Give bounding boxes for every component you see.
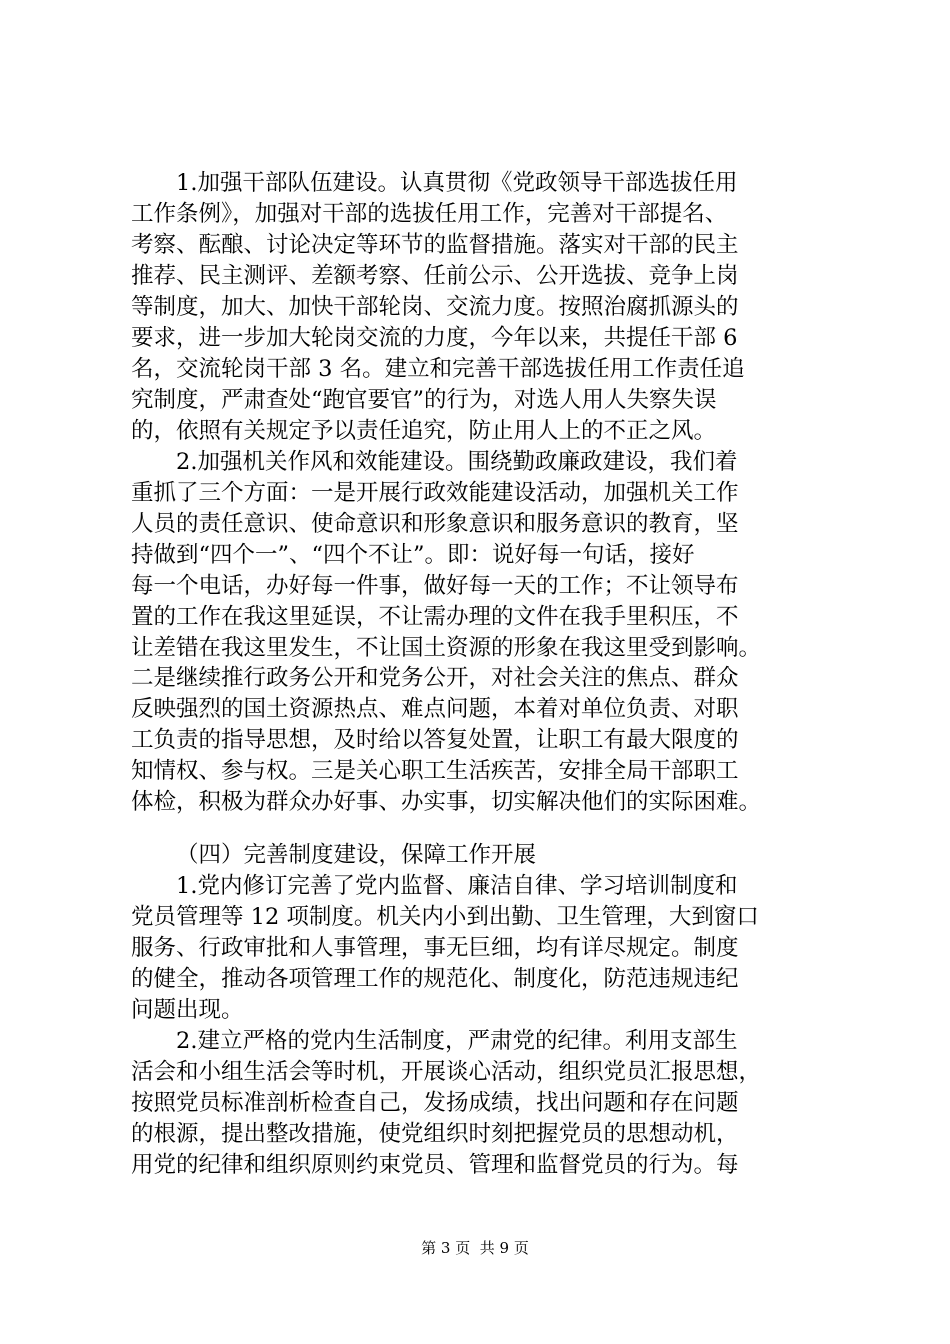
text-line: 置的工作在我这里延误，不让需办理的文件在我手里积压，不 bbox=[131, 604, 739, 630]
text-line: 让差错在我这里发生，不让国土资源的形象在我这里受到影响。 bbox=[131, 635, 762, 661]
text-line: 按照党员标准剖析检查自己，发扬成绩，找出问题和存在问题 bbox=[131, 1090, 739, 1116]
text-line: 等制度，加大、加快干部轮岗、交流力度。按照治腐抓源头的 bbox=[131, 294, 739, 320]
text-line: 党员管理等 12 项制度。机关内小到出勤、卫生管理，大到窗口 bbox=[131, 904, 759, 930]
text-line: 究制度，严肃查处“跑官要官”的行为，对选人用人失察失误 bbox=[131, 387, 717, 413]
text-line: 考察、酝酿、讨论决定等环节的监督措施。落实对干部的民主 bbox=[131, 232, 739, 258]
text-line: 二是继续推行政务公开和党务公开，对社会关注的焦点、群众 bbox=[131, 665, 739, 691]
text-line: 名，交流轮岗干部 3 名。建立和完善干部选拔任用工作责任追 bbox=[131, 356, 745, 382]
text-line: 活会和小组生活会等时机，开展谈心活动，组织党员汇报思想， bbox=[131, 1059, 762, 1085]
text-line: 体检，积极为群众办好事、办实事，切实解决他们的实际困难。 bbox=[131, 789, 762, 815]
text-line: 的，依照有关规定予以责任追究，防止用人上的不正之风。 bbox=[131, 418, 717, 444]
text-line: 重抓了三个方面：一是开展行政效能建设活动，加强机关工作 bbox=[131, 480, 739, 506]
section-heading: （四）完善制度建设，保障工作开展 bbox=[176, 842, 537, 868]
text-line: 的根源，提出整改措施，使党组织时刻把握党员的思想动机， bbox=[131, 1121, 739, 1147]
text-line: 2.加强机关作风和效能建设。围绕勤政廉政建设，我们着 bbox=[176, 449, 738, 475]
text-line: 的健全，推动各项管理工作的规范化、制度化，防范违规违纪 bbox=[131, 966, 739, 992]
text-line: 反映强烈的国土资源热点、难点问题，本着对单位负责、对职 bbox=[131, 696, 739, 722]
text-line: 要求，进一步加大轮岗交流的力度，今年以来，共提任干部 6 bbox=[131, 325, 738, 351]
text-line: 工作条例》，加强对干部的选拔任用工作，完善对干部提名、 bbox=[131, 201, 728, 227]
text-line: 知情权、参与权。三是关心职工生活疾苦，安排全局干部职工 bbox=[131, 758, 739, 784]
text-line: 1.党内修订完善了党内监督、廉洁自律、学习培训制度和 bbox=[176, 873, 738, 899]
text-line: 问题出现。 bbox=[131, 997, 244, 1023]
text-line: 2.建立严格的党内生活制度，严肃党的纪律。利用支部生 bbox=[176, 1028, 738, 1054]
text-line: 每一个电话，办好每一件事，做好每一天的工作；不让领导布 bbox=[131, 573, 739, 599]
text-line: 人员的责任意识、使命意识和形象意识和服务意识的教育，坚 bbox=[131, 511, 739, 537]
text-line: 持做到“四个一”、“四个不让”。即：说好每一句话，接好 bbox=[131, 542, 695, 568]
text-line: 1.加强干部队伍建设。认真贯彻《党政领导干部选拔任用 bbox=[176, 170, 738, 196]
text-line: 服务、行政审批和人事管理，事无巨细，均有详尽规定。制度 bbox=[131, 935, 739, 961]
text-line: 推荐、民主测评、差额考察、任前公示、公开选拔、竞争上岗 bbox=[131, 263, 739, 289]
text-line: 用党的纪律和组织原则约束党员、管理和监督党员的行为。每 bbox=[131, 1152, 739, 1178]
text-line: 工负责的指导思想，及时给以答复处置，让职工有最大限度的 bbox=[131, 727, 739, 753]
page-footer: 第 3 页 共 9 页 bbox=[421, 1239, 529, 1257]
